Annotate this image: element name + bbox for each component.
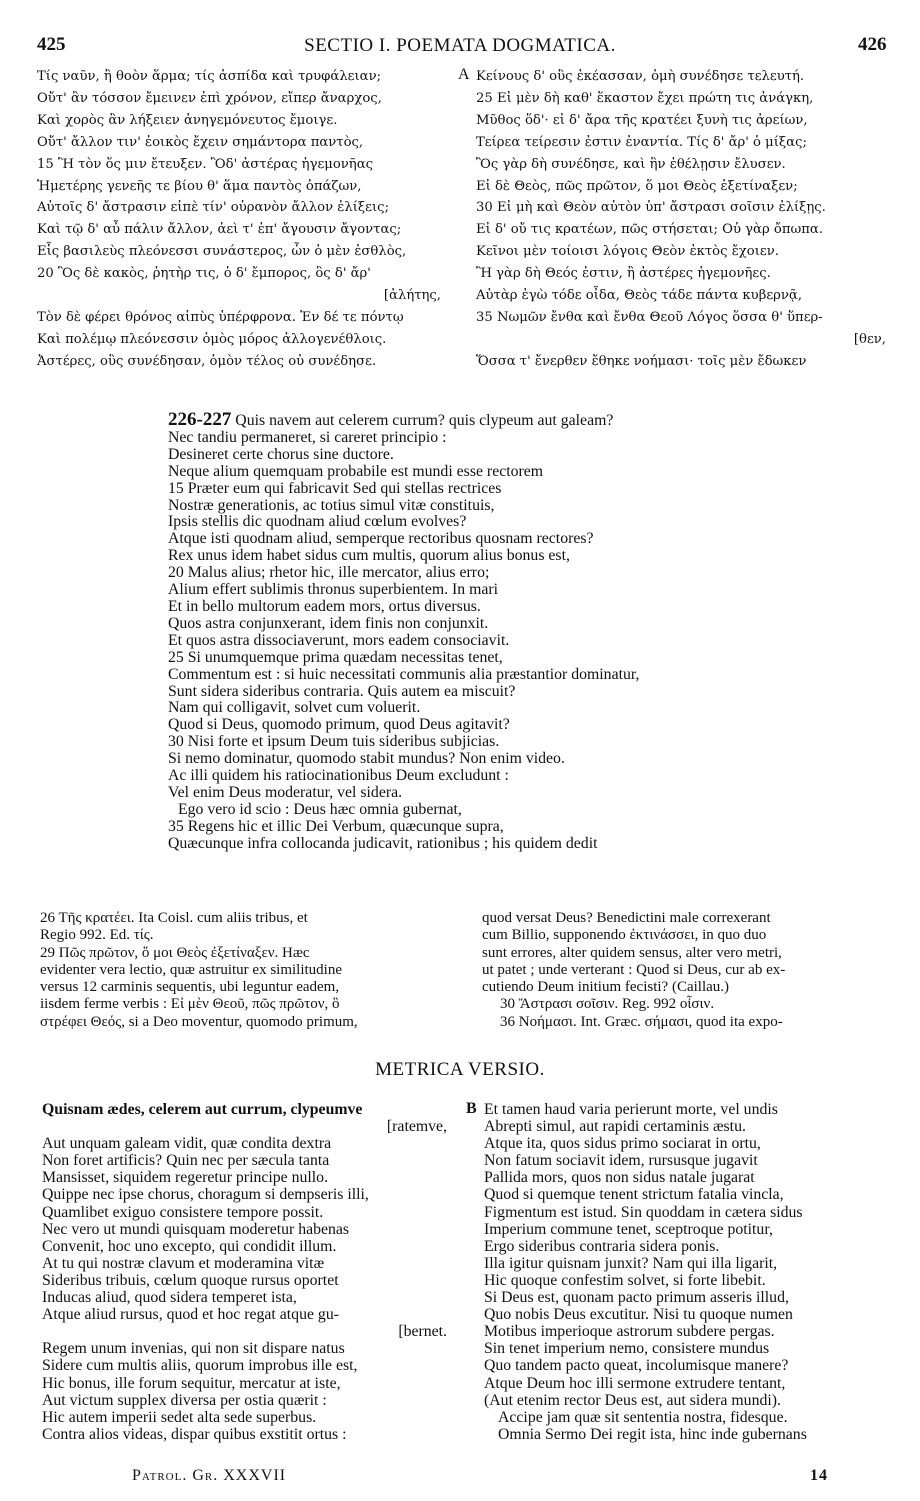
- greek-line: Ἀστέρες, οὓς συνέδησαν, ὁμὸν τέλος οὐ συνέδησε.: [37, 353, 377, 369]
- greek-line: 30 Εἰ μὴ καὶ Θεὸν αὐτὸν ὑπ' ἄστρασι σοῖσιν ἐλίξῃς.: [476, 200, 826, 216]
- greek-line: Κεῖνοι μὲν τοίοισι λόγοις Θεὸν ἐκτὸς ἔχοιεν.: [476, 244, 779, 260]
- note-line: 36 Νοήμασι. Int. Græc. σήμασι, quod ita expo-: [500, 1013, 783, 1030]
- greek-line: 15 Ἢ τὸν ὅς μιν ἔτευξεν. Ὃδ' ἀστέρας ἡγεμονῆας: [37, 156, 374, 172]
- metrica-line: Quisnam ædes, celerem aut currum, clypeumve: [42, 1101, 363, 1118]
- metrica-line: Regem unum invenias, qui non sit dispare natus: [42, 1340, 345, 1358]
- greek-line: Καὶ χορὸς ἂν λήξειεν ἀνηγεμόνευτος ἔμοιγε.: [37, 112, 338, 128]
- latin-line: Quis navem aut celerem currum? quis clypeum aut galeam?: [235, 412, 614, 429]
- metrica-line: Contra alios videas, dispar quibus exstitit ortus :: [42, 1425, 347, 1443]
- note-line: 26 Τῆς κρατέει. Ita Coisl. cum aliis tribus, et: [40, 910, 308, 926]
- metrica-line: Hic autem imperii sedet alta sede superbus.: [42, 1408, 317, 1426]
- latin-line: 15 Præter eum qui fabricavit Sed qui stellas rectrices: [168, 479, 502, 497]
- greek-line: Τίς ναῦν, ἢ θοὸν ἅρμα; τίς ἀσπίδα καὶ τρυφάλειαν;: [37, 69, 382, 84]
- metrica-line: At tu qui nostræ clavum et moderamina vitæ: [42, 1254, 325, 1272]
- greek-line: Οὔτ' ἄλλον τιν' ἐοικὸς ἔχειν σημάντορα παντὸς,: [37, 134, 364, 150]
- margin-letter-b: B: [466, 1100, 477, 1117]
- note-line: cutiendo Deum initium fecisti? (Caillau.): [482, 979, 730, 996]
- page-number-right: 426: [858, 34, 887, 55]
- latin-line: Ipsis stellis dic quodnam aliud cœlum evolves?: [168, 513, 467, 531]
- greek-line: Ὅσσα τ' ἔνερθεν ἔθηκε νοήμασι· τοῖς μὲν ἔδωκεν: [476, 353, 807, 369]
- latin-line: Alium effert sublimis thronus superbientem. In mari: [168, 581, 499, 599]
- latin-line: Et quos astra dissociaverunt, mors eadem consociavit.: [168, 631, 510, 649]
- greek-line: Καὶ πολέμῳ πλεόνεσσιν ὁμὸς μόρος ἀλλογενέθλοις.: [37, 331, 387, 347]
- note-line: iisdem ferme verbis : Εἰ μὲν Θεοῦ, πῶς πρῶτον, ὃ: [40, 996, 340, 1013]
- section-title: SECTIO I. POEMATA DOGMATICA.: [304, 35, 616, 56]
- greek-line-continuation: [ἀλήτης,: [383, 288, 441, 304]
- greek-line: Ὃς γὰρ δὴ συνέδησε, καὶ ἣν ἐθέλῃσιν ἔλυσεν.: [476, 156, 786, 172]
- note-line: 30 Ἄστρασι σοῖσιν. Reg. 992 οἶσιν.: [500, 996, 715, 1013]
- latin-line: 35 Regens hic et illic Dei Verbum, quæcunque supra,: [168, 817, 504, 835]
- latin-line: 20 Malus alius; rhetor hic, ille mercator, alius erro;: [168, 564, 490, 582]
- latin-line: Nam qui colligavit, solvet cum voluerit.: [168, 699, 421, 717]
- note-line: quod versat Deus? Benedictini male correxerant: [482, 910, 771, 926]
- greek-line: Ἢ γὰρ δὴ Θεός ἐστιν, ἢ ἀστέρες ἡγεμονῆες.: [476, 266, 771, 282]
- note-line: ut patet ; unde verterant : Quod si Deus, cur ab ex-: [482, 961, 786, 978]
- metrica-line: Accipe jam quæ sit sententia nostra, fidesque.: [498, 1408, 788, 1426]
- greek-line: Οὔτ' ἂν τόσσον ἔμεινεν ἐπὶ χρόνον, εἴπερ ἄναρχος,: [37, 90, 382, 106]
- note-line: στρέφει Θεός, si a Deo moventur, quomodo primum,: [40, 1013, 358, 1030]
- metrica-line: Quod si quemque tenent strictum fatalia vincla,: [484, 1186, 784, 1204]
- latin-line: Neque alium quemquam probabile est mundi esse rectorem: [168, 462, 544, 480]
- note-line: evidenter vera lectio, quæ astruitur ex similitudine: [40, 961, 342, 978]
- greek-line: 35 Νωμῶν ἔνθα καὶ ἔνθα Θεοῦ Λόγος ὅσσα θ' ὕπερ-: [476, 309, 823, 325]
- notes-right: [482, 910, 785, 1031]
- metrica-line: Pallida mors, quos non sidus natale jugarat: [484, 1169, 755, 1187]
- greek-line-continuation: [θεν,: [853, 331, 886, 347]
- latin-line: Quos astra conjunxerant, idem finis non conjunxit.: [168, 614, 489, 632]
- metrica-line: Quo nobis Deus excutitur. Nisi tu quoque numen: [484, 1306, 793, 1324]
- latin-line: Atque isti quodnam aliud, semperque rectoribus quosnam rectores?: [168, 530, 594, 548]
- greek-line: Εἰ δ' οὔ τις κρατέων, πῶς στήσεται; Οὐ γὰρ ὄπωπα.: [476, 222, 824, 238]
- greek-line: Τείρεα τείρεσιν ἐστιν ἐναντία. Τίς δ' ἄρ' ὁ μίξας;: [476, 134, 807, 150]
- metrica-line: Non foret artificis? Quin nec per sæcula tanta: [42, 1152, 330, 1170]
- latin-line: Rex unus idem habet sidus cum multis, quorum alius bonus est,: [168, 547, 570, 565]
- greek-line: Αὐτὰρ ἐγὼ τόδε οἶδα, Θεὸς τάδε πάντα κυβερνᾷ,: [476, 288, 803, 304]
- metrica-line: Atque ita, quos sidus primo sociarat in ortu,: [484, 1135, 761, 1153]
- metrica-line: Quippe nec ipse chorus, choragum si dempseris illi,: [42, 1186, 369, 1204]
- latin-line: Nostræ generationis, ac totius simul vitæ constituis,: [168, 496, 495, 514]
- metrica-line: Quo tandem pacto queat, incolumisque manere?: [484, 1357, 789, 1375]
- metrica-line: Nec vero ut mundi quisquam moderetur habenas: [42, 1220, 350, 1238]
- greek-line: Καὶ τῷ δ' αὖ πάλιν ἄλλον, ἀεὶ τ' ἐπ' ἄγουσιν ἄγοντας;: [37, 222, 402, 238]
- notes-left: [40, 910, 358, 1031]
- footer-signature: Patrol. Gr. XXXVII: [132, 1467, 287, 1484]
- latin-line: 25 Si unumquemque prima quædam necessitas tenet,: [168, 648, 503, 666]
- note-line: Regio 992. Ed. τίς.: [40, 927, 154, 944]
- greek-line: Εἰ δὲ Θεὸς, πῶς πρῶτον, ὅ μοι Θεὸς ἐξετίναξεν;: [476, 178, 798, 194]
- greek-line: Ἡμετέρης γενεῆς τε βίου θ' ἅμα παντὸς ὀπάζων,: [37, 178, 362, 194]
- verse-range-heading: 226-227: [168, 409, 232, 430]
- latin-line: Et in bello multorum eadem mors, ortus diversus.: [168, 597, 481, 615]
- metrica-line: Abrepti simul, aut rapidi certaminis æstu.: [484, 1118, 746, 1136]
- latin-line: Nec tandiu permaneret, si careret principio :: [168, 428, 447, 446]
- metrica-line: Mansisset, siquidem regeretur principe nullo.: [42, 1169, 329, 1187]
- metrica-line: Illa igitur quisnam junxit? Nam qui illa ligarit,: [484, 1254, 778, 1272]
- metrica-line: Hic bonus, ille forum sequitur, mercatur at iste,: [42, 1374, 341, 1392]
- page-number-left: 425: [37, 34, 66, 55]
- note-line: sunt errores, alter quidem sensus, alter vero metri,: [482, 944, 782, 961]
- metrica-line: Sidere cum multis aliis, quorum improbus ille est,: [42, 1357, 358, 1375]
- greek-text-right: [476, 66, 886, 373]
- metrica-line: Non fatum sociavit idem, rursusque jugavit: [484, 1152, 758, 1170]
- metrica-line: (Aut etenim rector Deus est, aut sidera mundi).: [484, 1391, 781, 1409]
- metrica-line: Convenit, hoc uno excepto, qui condidit illum.: [42, 1237, 337, 1255]
- metrica-right: [484, 1101, 904, 1443]
- metrica-versio-title: METRICA VERSIO.: [375, 1059, 545, 1080]
- metrica-line: Quamlibet exiguo consistere tempore possit.: [42, 1203, 324, 1221]
- note-line: 29 Πῶς πρῶτον, ὅ μοι Θεὸς ἐξετίναξεν. Hæc: [40, 944, 310, 961]
- greek-line: Μῦθος ὅδ'· εἰ δ' ἄρα τῆς κρατέει ξυνὴ τις ἀρείων,: [476, 112, 808, 128]
- metrica-line: Aut victum supplex diversa per ostia quærit :: [42, 1391, 327, 1409]
- metrica-line: Omnia Sermo Dei regit ista, hinc inde gubernans: [498, 1425, 807, 1443]
- latin-line: Ego vero id scio : Deus hæc omnia gubernat,: [178, 800, 462, 818]
- latin-line: Ac illi quidem his ratiocinationibus Deum excludunt :: [168, 767, 509, 785]
- latin-line: Desineret certe chorus sine ductore.: [168, 445, 394, 463]
- footer-sheet-number: 14: [810, 1467, 828, 1484]
- latin-line: Vel enim Deus moderatur, vel sidera.: [168, 783, 403, 801]
- metrica-line: Sin tenet imperium nemo, consistere mundus: [484, 1340, 770, 1358]
- note-line: cum Billio, supponendo ἐκτινάσσει, in quo duo: [482, 927, 767, 944]
- metrica-line: Inducas aliud, quod sidera temperet ista,: [42, 1289, 297, 1307]
- latin-line: Quæcunque infra collocanda judicavit, rationibus ; his quidem dedit: [168, 834, 598, 852]
- metrica-line: Imperium commune tenet, sceptroque potitur,: [484, 1220, 773, 1238]
- metrica-line: Figmentum est istud. Sin quoddam in cætera sidus: [484, 1203, 803, 1221]
- latin-line: Quod si Deus, quomodo primum, quod Deus agitavit?: [168, 716, 510, 734]
- metrica-line-continuation: [bernet.: [398, 1323, 447, 1341]
- metrica-line: Aut unquam galeam vidit, quæ condita dextra: [42, 1135, 332, 1153]
- metrica-line: Ergo sideribus contraria sidera ponis.: [484, 1237, 720, 1255]
- latin-line: Commentum est : si huic necessitati communis alia præstantior dominatur,: [168, 665, 640, 683]
- greek-line: Αὐτοῖς δ' ἄστρασιν εἰπὲ τίν' οὐρανὸν ἄλλον ἐλίξεις;: [37, 200, 390, 216]
- latin-line: Si nemo dominatur, quomodo stabit mundus? Non enim video.: [168, 750, 565, 768]
- greek-line: Εἷς βασιλεὺς πλεόνεσσι συνάστερος, ὧν ὁ μὲν ἐσθλὸς,: [37, 244, 407, 260]
- metrica-line: Motibus imperioque astrorum subdere pergas.: [484, 1323, 775, 1341]
- metrica-line: Atque Deum hoc illi sermone extrudere tentant,: [484, 1374, 786, 1392]
- latin-line: 30 Nisi forte et ipsum Deum tuis sideribus subjicias.: [168, 733, 500, 751]
- greek-text-left: [37, 66, 447, 373]
- latin-translation: [168, 409, 640, 853]
- metrica-left: [42, 1101, 447, 1443]
- metrica-line-continuation: [ratemve,: [386, 1118, 447, 1136]
- metrica-line: Si Deus est, quonam pacto primum asseris illud,: [484, 1289, 789, 1307]
- metrica-line: Atque aliud rursus, quod et hoc regat atque gu-: [42, 1306, 339, 1324]
- greek-line: 25 Εἰ μὲν δὴ καθ' ἕκαστον ἔχει πρώτη τις ἀνάγκη,: [476, 90, 814, 106]
- greek-line: Κείνους δ' οὓς ἐκέασσαν, ὁμὴ συνέδησε τελευτή.: [476, 69, 805, 84]
- metrica-line: Et tamen haud varia perierunt morte, vel undis: [484, 1101, 778, 1118]
- metrica-line: Sideribus tribuis, cœlum quoque rursus oportet: [42, 1271, 339, 1289]
- latin-line: Sunt sidera sideribus contraria. Quis autem ea miscuit?: [168, 682, 516, 700]
- greek-line: Τὸν δὲ φέρει θρόνος αἰπὺς ὑπέρφρονα. Ἐν δέ τε πόντῳ: [37, 309, 404, 325]
- greek-line: 20 Ὃς δὲ κακὸς, ῥητὴρ τις, ὁ δ' ἔμπορος, ὃς δ' ἄρ': [37, 266, 371, 282]
- margin-letter-a: A: [458, 66, 470, 83]
- metrica-line: Hic quoque confestim solvet, si forte libebit.: [484, 1271, 766, 1289]
- note-line: versus 12 carminis sequentis, ubi leguntur eadem,: [40, 979, 340, 996]
